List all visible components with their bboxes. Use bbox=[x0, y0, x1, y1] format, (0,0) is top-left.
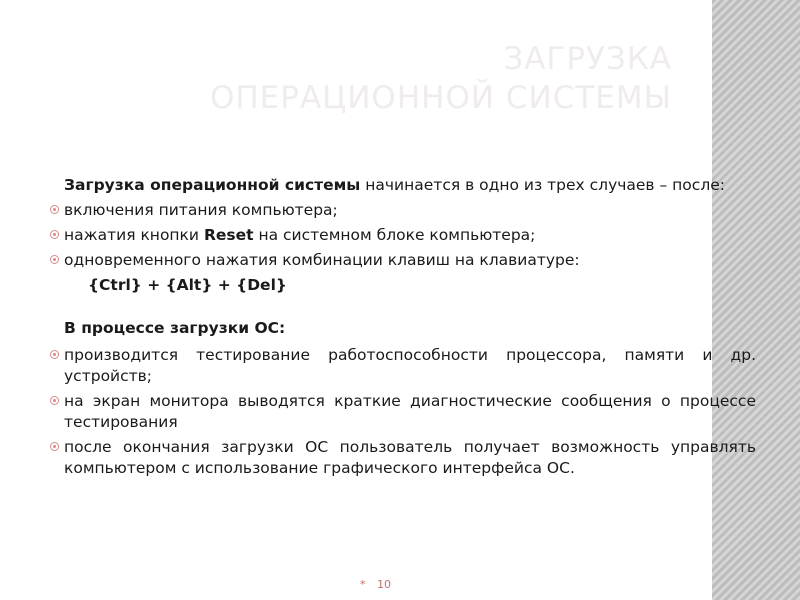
case-text: включения питания компьютера; bbox=[64, 201, 338, 219]
case-text: одновременного нажатия комбинации клавиш на клавиатуре: bbox=[64, 251, 580, 269]
process-heading: В процессе загрузки ОС: bbox=[64, 319, 286, 337]
case-bold: Reset bbox=[203, 226, 254, 244]
intro-bold: Загрузка операционной системы bbox=[64, 176, 361, 194]
process-text: после окончания загрузки ОС пользователь получает возможность управлять компьютером с использование графического интерфейса ОС. bbox=[64, 438, 756, 477]
list-item bbox=[50, 200, 756, 221]
ring-bullet-icon bbox=[50, 442, 59, 451]
slide-title bbox=[0, 40, 672, 118]
key-combination: {Ctrl} + {Alt} + {Del} bbox=[88, 276, 287, 294]
list-item bbox=[50, 225, 756, 246]
title-line-1: ЗАГРУЗКА bbox=[503, 41, 672, 77]
case-text-after: на системном блоке компьютера; bbox=[253, 226, 536, 244]
process-text: на экран монитора выводятся краткие диагностические сообщения о процессе тестирования bbox=[64, 392, 756, 431]
ring-bullet-icon bbox=[50, 205, 59, 214]
list-item bbox=[50, 345, 756, 387]
list-item bbox=[50, 437, 756, 479]
page-number: 10 bbox=[377, 578, 391, 591]
intro-paragraph bbox=[50, 175, 756, 196]
ring-bullet-icon bbox=[50, 396, 59, 405]
list-item bbox=[50, 250, 756, 271]
ring-bullet-icon bbox=[50, 255, 59, 264]
slide-content bbox=[50, 175, 756, 483]
ring-bullet-icon bbox=[50, 230, 59, 239]
list-item bbox=[50, 391, 756, 433]
slide-footer bbox=[360, 578, 391, 591]
intro-rest: начинается в одно из трех случаев – после: bbox=[360, 176, 725, 194]
footer-star: * bbox=[360, 578, 366, 591]
ring-bullet-icon bbox=[50, 350, 59, 359]
title-line-2: ОПЕРАЦИОННОЙ СИСТЕМЫ bbox=[209, 80, 672, 116]
spacer bbox=[50, 300, 756, 318]
process-text: производится тестирование работоспособности процессора, памяти и др. устройств; bbox=[64, 346, 756, 385]
case-text-before: нажатия кнопки bbox=[64, 226, 204, 244]
